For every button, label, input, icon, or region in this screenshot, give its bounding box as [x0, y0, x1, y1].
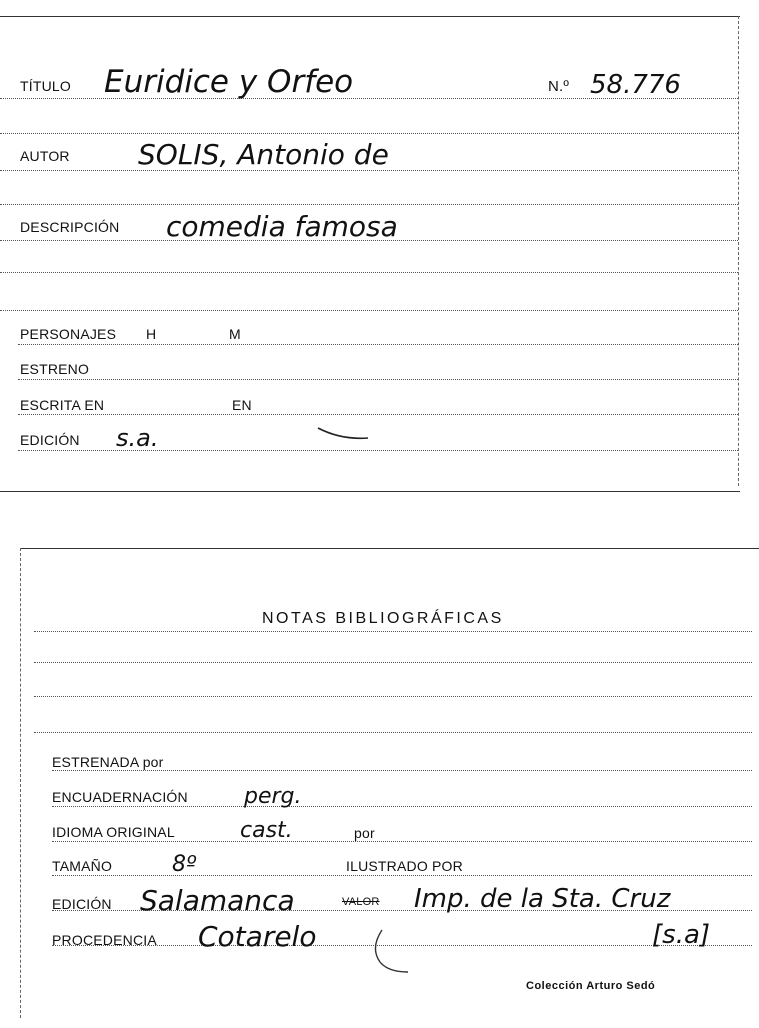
tamano-label: TAMAÑO: [52, 858, 113, 874]
pen-mark-curve: [368, 928, 418, 978]
estreno-label: ESTRENO: [20, 361, 90, 377]
idioma-value: cast.: [240, 818, 293, 843]
rule-line: [18, 414, 738, 415]
titulo-value: Euridice y Orfeo: [104, 64, 354, 100]
descripcion-value: comedia famosa: [166, 210, 398, 243]
card-right-edge: [738, 16, 739, 486]
rule-line: [18, 344, 738, 345]
por-label: por: [354, 825, 375, 841]
encuadernacion-label: ENCUADERNACIÓN: [52, 789, 188, 805]
edicion-label: EDICIÓN: [52, 896, 112, 912]
pen-mark-scribble: [316, 424, 376, 444]
valor-value: Imp. de la Sta. Cruz: [414, 884, 671, 914]
idioma-label: IDIOMA ORIGINAL: [52, 824, 175, 840]
rule-line: [34, 662, 752, 663]
rule-line: [52, 770, 752, 771]
personajes-h-label: H: [146, 326, 157, 342]
rule-line: [34, 696, 752, 697]
rule-line: [0, 310, 738, 311]
rule-line: [18, 379, 738, 380]
notas-bibliograficas-title: NOTAS BIBLIOGRÁFICAS: [262, 610, 504, 627]
collection-footer: Colección Arturo Sedó: [526, 980, 656, 992]
rule-line: [52, 841, 752, 842]
edicion-value: Salamanca: [140, 884, 295, 917]
personajes-label: PERSONAJES: [20, 326, 117, 342]
card-bottom-border: [0, 491, 740, 492]
titulo-label: TÍTULO: [20, 78, 71, 94]
autor-value: SOLIS, Antonio de: [138, 138, 389, 171]
rule-line: [34, 732, 752, 733]
tamano-value: 8º: [172, 852, 197, 877]
edicion-value: s.a.: [116, 424, 159, 452]
escrita-en-label: ESCRITA EN: [20, 397, 105, 413]
estrenada-label: ESTRENADA por: [52, 754, 164, 770]
descripcion-label: DESCRIPCIÓN: [20, 219, 120, 235]
procedencia-value: Cotarelo: [198, 920, 317, 953]
card-top-border: [0, 16, 740, 17]
ilustrado-label: ILUSTRADO POR: [346, 858, 463, 874]
autor-label: AUTOR: [20, 148, 70, 164]
valor-label: VALOR: [342, 896, 380, 908]
encuadernacion-value: perg.: [244, 784, 302, 809]
sin-ano-note: [s.a]: [652, 920, 711, 950]
card-left-edge: [20, 548, 21, 1018]
card-top-border: [20, 548, 759, 549]
catalog-card-front: [0, 0, 759, 495]
rule-line: [52, 806, 752, 807]
rule-line: [0, 272, 738, 273]
numero-label: N.º: [548, 78, 570, 95]
catalog-card-back: [0, 540, 759, 1028]
personajes-m-label: M: [229, 326, 241, 342]
procedencia-label: PROCEDENCIA: [52, 932, 157, 948]
rule-line: [0, 133, 738, 134]
edicion-label: EDICIÓN: [20, 432, 80, 448]
numero-value: 58.776: [590, 70, 681, 100]
rule-line: [34, 631, 752, 632]
rule-line: [52, 875, 752, 876]
en-label: EN: [232, 397, 252, 413]
rule-line: [0, 204, 738, 205]
